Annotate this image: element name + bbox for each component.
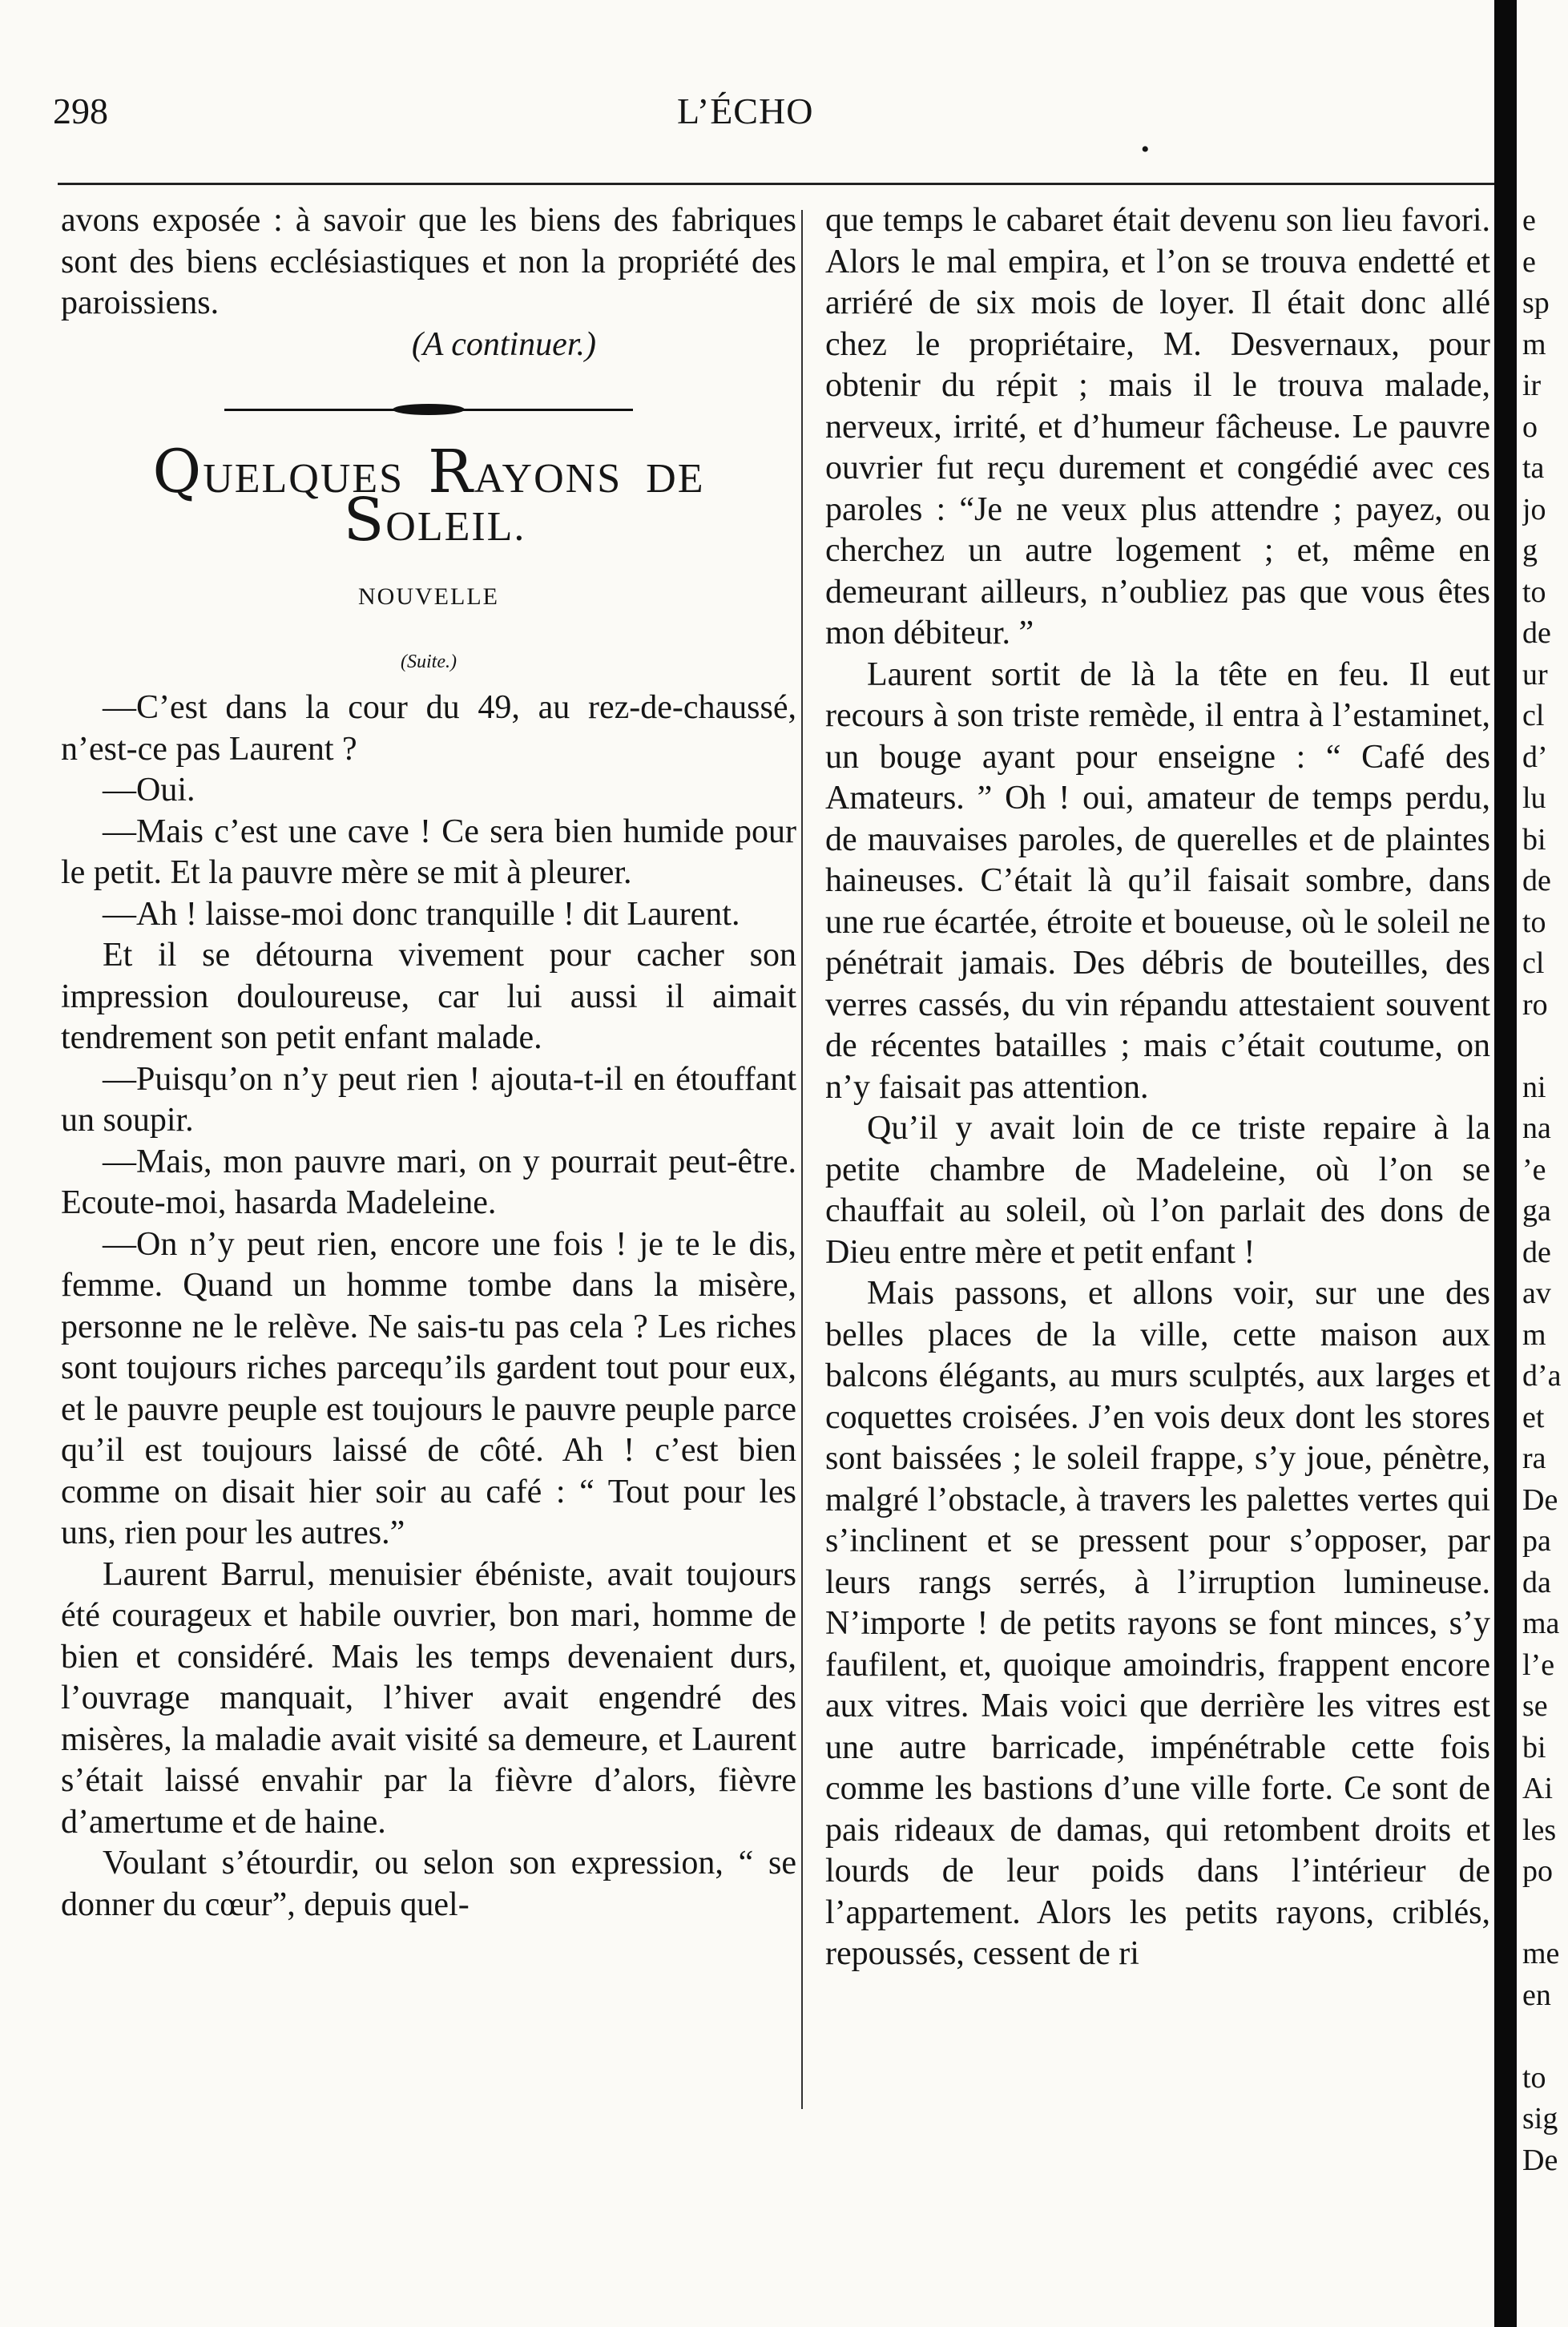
edge-fragment: me [1522, 1937, 1560, 1970]
edge-fragment: sig [1522, 2102, 1558, 2135]
paragraph: Mais passons, et allons voir, sur une des belles places de la ville, cette maison aux balcons élégants, au murs sculptés, aux larges et coquettes croisées. J’en vois deux dont les stores sont baissées ; le soleil frappe, s’y joue, pénètre, malgré l’obstacle, à travers les palettes vertes qui s’inclinent et se pressent pour s’opposer, par leurs rangs serrés, à l’irruption lumineuse. N’importe ! de petits rayons se font minces, s’y faufilent, et, quoique amoindris, frappent encore aux vitres. Mais voici que derrière les vitres est une autre barricade, impénétrable cette fois comme les bastions d’une ville forte. Ce sont de pais rideaux de damas, qui retombent droits et lourds de leur poids dans l’intérieur de l’appartement. Alors les petits rayons, criblés, repoussés, cessent de ri [825, 1275, 1490, 1972]
edge-fragment: ur [1522, 657, 1548, 692]
edge-fragment: d’ [1522, 740, 1548, 774]
edge-fragment: de [1522, 1235, 1551, 1269]
paragraph: Voulant s’étourdir, ou selon son expression, “ se donner du cœur”, depuis quel- [61, 1845, 796, 1923]
edge-fragment: to [1522, 2060, 1546, 2095]
paragraph: Laurent sortit de là la tête en feu. Il eut recours à son triste remède, il entra à l’estaminet, un bouge ayant pour enseigne : “ Café des Amateurs. ” Oh ! oui, amateur de temps perdu, de mauvaises paroles, de querelles et de plaintes haineuses. C’était là qu’il faisait sombre, dans une rue écartée, étroite et boueuse, où le soleil ne pénétrait jamais. Des débris de bouteilles, des verres cassés, du vin répandu attestaient souvent de récentes batailles ; mais c’était coutume, on n’y faisait pas attention. [825, 655, 1490, 1106]
scan-edge-bar [1494, 0, 1517, 2327]
edge-fragment: g [1522, 534, 1538, 567]
left-column [61, 200, 796, 1926]
paragraph: Laurent Barrul, menuisier ébéniste, avait toujours été courageux et habile ouvrier, bon mari, homme de bien et considéré. Mais les temps devenaient durs, l’ouvrage manquait, l’hiver avait engendré des misères, la maladie avait visité sa demeure, et Laurent s’était laissé envahir par la fièvre d’alors, fièvre d’amertume et de haine. [61, 1555, 796, 1841]
paragraph: —Puisqu’on n’y peut rien ! ajouta-t-il en étouffant un soupir. [61, 1060, 796, 1139]
story-title [61, 438, 796, 555]
edge-fragment: se [1522, 1689, 1548, 1723]
paragraph: que temps le cabaret était devenu son lieu favori. Alors le mal empira, et l’on se trouva endetté et arriéré de six mois de loyer. Il était donc allé chez le propriétaire, M. Desvernaux, pour obtenir du répit ; mais il le trouva malade, nerveux, irrité, et d’humeur fâcheuse. Le pauvre ouvrier fut reçu durement et congédié avec ces paroles : “Je ne veux plus attendre ; payez, ou cherchez un autre logement ; et, même en demeurant ailleurs, n’oubliez pas que vous êtes mon débiteur. ” [825, 202, 1490, 651]
column-divider [801, 210, 803, 2109]
edge-fragment: ta [1522, 451, 1545, 485]
edge-fragment: ir [1522, 369, 1542, 402]
title-word-2: AYONS [474, 456, 623, 502]
edge-fragment [1522, 2016, 1568, 2058]
edge-fragment: De [1522, 1482, 1558, 1517]
edge-fragment: e [1522, 244, 1536, 279]
edge-fragment: ’e [1522, 1152, 1546, 1187]
right-column [825, 200, 1490, 1975]
ornament-divider [224, 402, 633, 417]
edge-fragment: ga [1522, 1194, 1551, 1228]
story-subtitle: NOUVELLE [358, 583, 499, 610]
paragraph: —Mais c’est une cave ! Ce sera bien humide pour le petit. Et la pauvre mère se mit à pleurer. [61, 813, 796, 891]
paragraph: Et il se détourna vivement pour cacher son impression douloureuse, car lui aussi il aimait tendrement son petit enfant malade. [61, 937, 796, 1056]
edge-fragment: po [1522, 1854, 1553, 1888]
edge-fragment: ma [1522, 1607, 1560, 1640]
paragraph: —Mais, mon pauvre mari, on y pourrait peut-être. Ecoute-moi, hasarda Madeleine. [61, 1143, 796, 1221]
edge-fragment [1522, 1026, 1568, 1067]
edge-fragment: ra [1522, 1442, 1546, 1475]
paragraph: —On n’y peut rien, encore une fois ! je te le dis, femme. Quand un homme tombe dans la misère, personne ne le relève. Ne sais-tu pas cela ? Les riches sont toujours riches parcequ’ils gardent tout pour eux, et le pauvre peuple est toujours le pauvre peuple parce qu’il est toujours laissé de côté. Ah ! c’est bien comme on disait hier soir au café : “ Tout pour les uns, rien pour les autres.” [61, 1225, 796, 1551]
edge-fragment [1522, 1893, 1568, 1934]
edge-fragment: en [1522, 1978, 1551, 2012]
edge-fragment: d’a [1522, 1359, 1562, 1393]
title-word-1: UELQUES [203, 456, 405, 502]
edge-fragment: l’e [1522, 1647, 1555, 1682]
rule-top [58, 183, 1500, 185]
edge-fragment: et [1522, 1400, 1545, 1434]
edge-fragment: da [1522, 1565, 1551, 1599]
edge-fragment: de [1522, 616, 1551, 650]
edge-fragment: cl [1522, 946, 1545, 980]
edge-fragment: de [1522, 864, 1551, 897]
edge-fragment: m [1522, 1317, 1546, 1352]
edge-fragment: pa [1522, 1524, 1551, 1558]
journal-title: L’ÉCHO [677, 91, 814, 131]
paragraph: —Oui. [103, 772, 195, 809]
edge-fragment: na [1522, 1111, 1551, 1145]
edge-fragment: to [1522, 575, 1546, 609]
title-word-4: OLEIL. [385, 503, 526, 550]
edge-fragment: e [1522, 204, 1536, 237]
edge-fragment: jo [1522, 492, 1546, 526]
edge-fragment: o [1522, 409, 1538, 444]
edge-fragment: lu [1522, 781, 1546, 815]
edge-fragment: Ai [1522, 1772, 1553, 1805]
title-initial-s: S [343, 485, 386, 555]
to-continue-note: (A continuer.) [411, 325, 596, 363]
paragraph: —Ah ! laisse-moi donc tranquille ! dit Laurent. [103, 895, 740, 933]
page-number: 298 [53, 91, 108, 131]
header-mark: • [1141, 136, 1150, 163]
continuation-text: avons exposée : à savoir que les biens des fabriques sont des biens ecclésiastiques et non la propriété des paroissiens. [61, 202, 796, 321]
edge-fragment: ni [1522, 1070, 1546, 1104]
next-page-edge [1522, 200, 1568, 2181]
title-word-3: DE [646, 456, 705, 502]
paragraph: Qu’il y avait loin de ce triste repaire à la petite chambre de Madeleine, où l’on se chauffait au soleil, où l’on parlait des dons de Dieu entre mère et petit enfant ! [825, 1110, 1490, 1271]
edge-fragment: les [1522, 1813, 1557, 1847]
paragraph: —C’est dans la cour du 49, au rez-de-chaussé, n’est-ce pas Laurent ? [61, 689, 796, 768]
edge-fragment: m [1522, 327, 1546, 361]
title-initial-q: Q [152, 438, 204, 506]
title-initial-r: R [428, 438, 474, 506]
edge-fragment: De [1522, 2143, 1558, 2177]
suite-note: (Suite.) [401, 651, 457, 672]
edge-fragment: sp [1522, 286, 1550, 320]
edge-fragment: bi [1522, 1730, 1546, 1764]
edge-fragment: to [1522, 905, 1546, 939]
edge-fragment: cl [1522, 699, 1545, 732]
edge-fragment: bi [1522, 822, 1546, 857]
edge-fragment: av [1522, 1276, 1551, 1310]
edge-fragment: ro [1522, 987, 1548, 1022]
